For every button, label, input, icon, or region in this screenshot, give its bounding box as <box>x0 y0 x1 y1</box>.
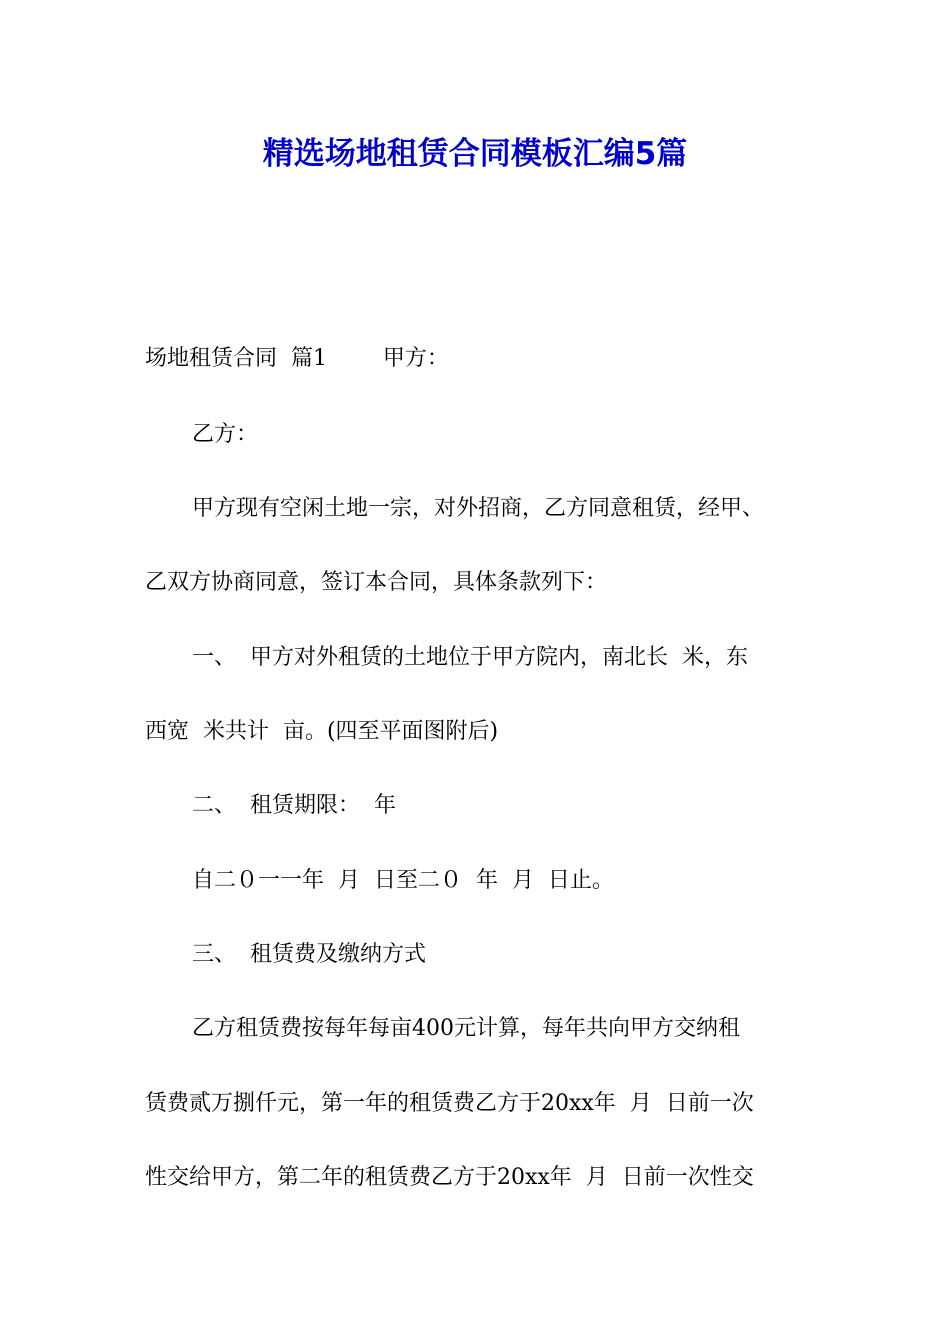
body-line-4: 乙双方协商同意，签订本合同，具体条款列下： <box>145 570 608 595</box>
body-line-12: 性交给甲方，第二年的租赁费乙方于20xx年 月 日前一次性交 <box>145 1165 754 1190</box>
body-line-10: 乙方租赁费按每年每亩400元计算，每年共向甲方交纳租 <box>192 1016 740 1041</box>
body-line-2: 乙方： <box>192 422 259 447</box>
body-line-6: 西宽 米共计 亩。(四至平面图附后) <box>145 719 499 744</box>
body-line-3: 甲方现有空闲土地一宗，对外招商，乙方同意租赁，经甲、 <box>192 496 765 521</box>
body-line-1: 场地租赁合同 篇1 甲方： <box>145 346 449 371</box>
body-line-9: 三、 租赁费及缴纳方式 <box>192 942 426 967</box>
body-line-8: 自二０一一年 月 日至二０ 年 月 日止。 <box>192 868 614 893</box>
document-title: 精选场地租赁合同模板汇编5篇 <box>262 136 688 172</box>
body-line-11: 赁费贰万捌仟元，第一年的租赁费乙方于20xx年 月 日前一次 <box>145 1091 754 1116</box>
body-line-7: 二、 租赁期限： 年 <box>192 793 396 818</box>
body-line-5: 一、 甲方对外租赁的土地位于甲方院内，南北长 米，东 <box>192 645 748 670</box>
